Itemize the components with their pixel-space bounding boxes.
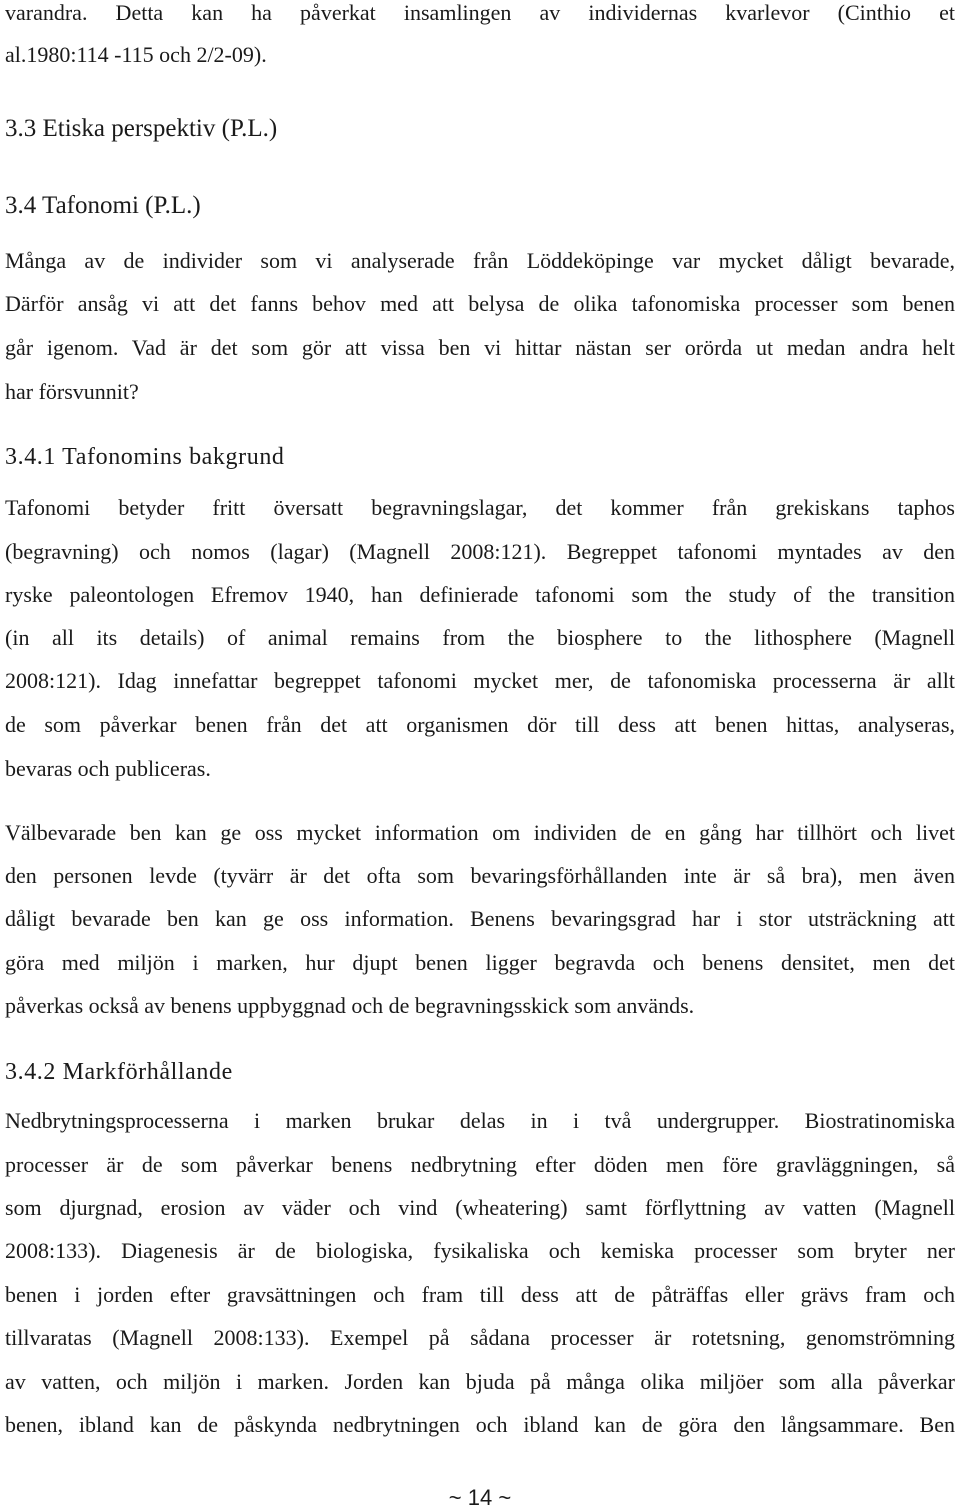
body-text-line: Nedbrytningsprocesserna i marken brukar delas in i två undergrupper. Biostratinomiska <box>5 1108 955 1133</box>
section-heading-3-4: 3.4 Tafonomi (P.L.) <box>5 192 201 219</box>
body-text-line: har försvunnit? <box>5 379 139 404</box>
body-text-line: (begravning) och nomos (lagar) (Magnell 2008:121). Begreppet tafonomi myntades av den <box>5 539 955 564</box>
body-text-line: benen, ibland kan de påskynda nedbrytningen och ibland kan de göra den långsammare. Ben <box>5 1412 955 1437</box>
body-text-line: Välbevarade ben kan ge oss mycket information om individen de en gång har tillhört och livet <box>5 820 955 845</box>
body-text-line: processer är de som påverkar benens nedbrytning efter döden men före gravläggningen, så <box>5 1152 955 1177</box>
page-number: ~ 14 ~ <box>448 1485 512 1510</box>
body-text-line: (in all its details) of animal remains from the biosphere to the lithosphere (Magnell <box>5 625 955 650</box>
section-heading-3-3: 3.3 Etiska perspektiv (P.L.) <box>5 115 278 142</box>
body-text-line: går igenom. Vad är det som gör att vissa ben vi hittar nästan ser orörda ut medan andra helt <box>5 335 955 360</box>
body-text-line: ryske paleontologen Efremov 1940, han definierade tafonomi som the study of the transition <box>5 582 955 607</box>
body-text-line: tillvaratas (Magnell 2008:133). Exempel på sådana processer är rotetsning, genomströmning <box>5 1325 955 1350</box>
body-text-line: benen i jorden efter gravsättningen och fram till dess att de påträffas eller grävs fram och <box>5 1282 955 1307</box>
body-text-line: de som påverkar benen från det att organismen dör till dess att benen hittas, analyseras, <box>5 712 955 737</box>
body-text-line: Därför ansåg vi att det fanns behov med att belysa de olika tafonomiska processer som benen <box>5 291 955 316</box>
body-text-line: bevaras och publiceras. <box>5 756 211 781</box>
body-text-line: Många av de individer som vi analyserade från Löddeköpinge var mycket dåligt bevarade, <box>5 248 955 273</box>
body-text-line: göra med miljön i marken, hur djupt benen ligger begravda och benens densitet, men det <box>5 950 955 975</box>
subsection-heading-3-4-2: 3.4.2 Markförhållande <box>5 1059 233 1085</box>
body-text-line: 2008:121). Idag innefattar begreppet tafonomi mycket mer, de tafonomiska processerna är allt <box>5 668 955 693</box>
body-text-line: 2008:133). Diagenesis är de biologiska, fysikaliska och kemiska processer som bryter ner <box>5 1238 955 1263</box>
subsection-heading-3-4-1: 3.4.1 Tafonomins bakgrund <box>5 444 285 470</box>
body-text-line: al.1980:114 -115 och 2/2-09). <box>5 42 267 67</box>
body-text-line: varandra. Detta kan ha påverkat insamlingen av individernas kvarlevor (Cinthio et <box>5 0 955 25</box>
body-text-line: som djurgnad, erosion av väder och vind (wheatering) samt förflyttning av vatten (Magnell <box>5 1195 955 1220</box>
body-text-line: påverkas också av benens uppbyggnad och de begravningsskick som används. <box>5 993 695 1018</box>
body-text-line: den personen levde (tyvärr är det ofta som bevaringsförhållanden inte är så bra), men även <box>5 863 955 888</box>
body-text-line: av vatten, och miljön i marken. Jorden kan bjuda på många olika miljöer som alla påverkar <box>5 1369 955 1394</box>
body-text-line: dåligt bevarade ben kan ge oss information. Benens bevaringsgrad har i stor utsträckning att <box>5 906 955 931</box>
body-text-line: Tafonomi betyder fritt översatt begravningslagar, det kommer från grekiskans taphos <box>5 495 955 520</box>
